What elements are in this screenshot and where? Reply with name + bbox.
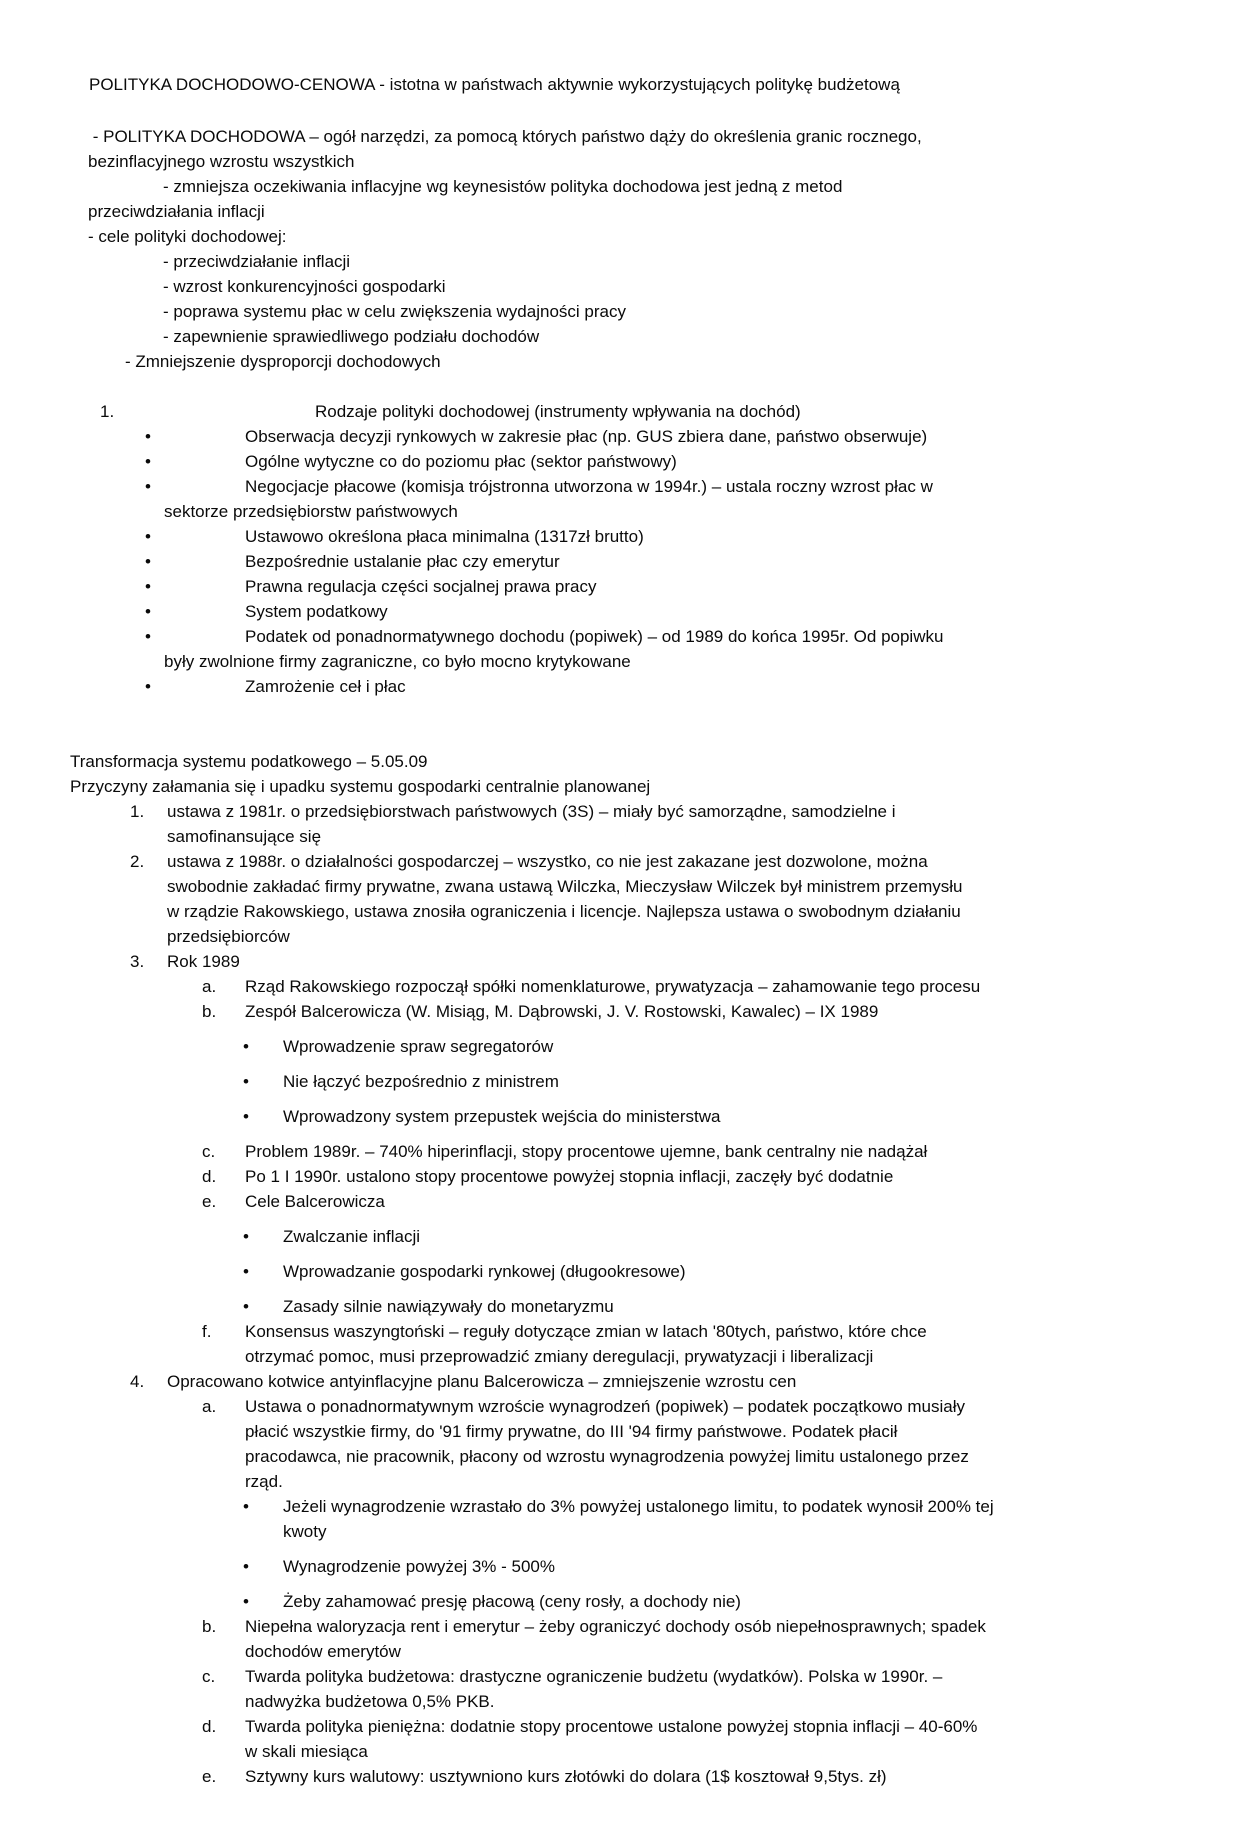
text-line: w skali miesiąca	[245, 1742, 368, 1761]
text-line: przeciwdziałania inflacji	[88, 202, 265, 221]
item-text: Żeby zahamować presję płacową (ceny rosły, a dochody nie)	[283, 1592, 741, 1611]
text-line: sektorze przedsiębiorstw państwowych	[164, 502, 458, 521]
lettered-item	[202, 1764, 1180, 1789]
list-letter: b.	[202, 1617, 217, 1636]
item-text: Twarda polityka pieniężna: dodatnie stopy procentowe ustalone powyżej stopnia inflacji – 40-60%	[245, 1717, 978, 1736]
bullet-item	[243, 1554, 1180, 1579]
text-line: przedsiębiorców	[167, 927, 290, 946]
item-text: Rodzaje polityki dochodowej (instrumenty wpływania na dochód)	[315, 402, 801, 421]
bullet-item	[145, 674, 1180, 699]
item-text: Zwalczanie inflacji	[283, 1227, 420, 1246]
list-letter: f.	[202, 1322, 212, 1341]
dash-list-item: - poprawa systemu płac w celu zwiększenia wydajności pracy	[163, 302, 626, 321]
bullet-icon: •	[145, 677, 151, 696]
bullet-item	[145, 624, 1180, 649]
lettered-item	[202, 1614, 1180, 1639]
bullet-icon: •	[145, 477, 151, 496]
lettered-item	[202, 1714, 1180, 1739]
bullet-icon: •	[243, 1227, 249, 1246]
bullet-icon: •	[145, 427, 151, 446]
item-text: Wprowadzenie spraw segregatorów	[283, 1037, 554, 1056]
list-letter: e.	[202, 1192, 217, 1211]
item-text: Niepełna waloryzacja rent i emerytur – żeby ograniczyć dochody osób niepełnosprawnych; spadek	[245, 1617, 986, 1636]
bullet-item	[145, 424, 1180, 449]
bullet-item	[145, 549, 1180, 574]
text-line: bezinflacyjnego wzrostu wszystkich	[88, 152, 355, 171]
bullet-icon: •	[145, 452, 151, 471]
bullet-icon: •	[243, 1557, 249, 1576]
item-text: Zespół Balcerowicza (W. Misiąg, M. Dąbrowski, J. V. Rostowski, Kawalec) – IX 1989	[245, 1002, 879, 1021]
bullet-item	[243, 1034, 1180, 1059]
list-number: 4.	[130, 1372, 145, 1391]
item-text: Wynagrodzenie powyżej 3% - 500%	[283, 1557, 555, 1576]
item-text: Obserwacja decyzji rynkowych w zakresie płac (np. GUS zbiera dane, państwo obserwuje)	[245, 427, 928, 446]
text-line: rząd.	[245, 1472, 283, 1491]
item-text: Cele Balcerowicza	[245, 1192, 385, 1211]
item-text: Negocjacje płacowe (komisja trójstronna utworzona w 1994r.) – ustala roczny wzrost płac w	[245, 477, 933, 496]
item-text: Rząd Rakowskiego rozpoczął spółki nomenklaturowe, prywatyzacja – zahamowanie tego procesu	[245, 977, 981, 996]
bullet-item	[243, 1294, 1180, 1319]
lettered-item	[202, 1139, 1180, 1164]
bullet-icon: •	[145, 552, 151, 571]
list-number: 1.	[130, 802, 145, 821]
numbered-item	[130, 1369, 1180, 1394]
text-line: pracodawca, nie pracownik, płacony od wzrostu wynagrodzenia powyżej limitu ustalonego przez	[245, 1447, 969, 1466]
lettered-item	[202, 999, 1180, 1024]
lettered-item	[202, 974, 1180, 999]
item-text: Twarda polityka budżetowa: drastyczne ograniczenie budżetu (wydatków). Polska w 1990r. –	[245, 1667, 943, 1686]
item-text: Wprowadzanie gospodarki rynkowej (długookresowe)	[283, 1262, 686, 1281]
bullet-icon: •	[243, 1107, 249, 1126]
list-letter: c.	[202, 1142, 216, 1161]
bullet-item	[243, 1069, 1180, 1094]
bullet-icon: •	[243, 1072, 249, 1091]
item-text: Problem 1989r. – 740% hiperinflacji, stopy procentowe ujemne, bank centralny nie nadążał	[245, 1142, 928, 1161]
text-line: nadwyżka budżetowa 0,5% PKB.	[245, 1692, 495, 1711]
text-line: - POLITYKA DOCHODOWA – ogół narzędzi, za pomocą których państwo dąży do określenia granic rocznego,	[88, 127, 922, 146]
section-heading: Transformacja systemu podatkowego – 5.05.09	[70, 752, 428, 771]
numbered-item	[130, 849, 1180, 874]
bullet-item	[243, 1224, 1180, 1249]
list-letter: d.	[202, 1167, 217, 1186]
bullet-icon: •	[145, 577, 151, 596]
bullet-icon: •	[243, 1262, 249, 1281]
item-text: ustawa z 1988r. o działalności gospodarczej – wszystko, co nie jest zakazane jest dozwolone, można	[167, 852, 928, 871]
item-text: Jeżeli wynagrodzenie wzrastało do 3% powyżej ustalonego limitu, to podatek wynosił 200% tej	[283, 1497, 994, 1516]
item-text: Bezpośrednie ustalanie płac czy emerytur	[245, 552, 560, 571]
bullet-item	[145, 574, 1180, 599]
list-letter: c.	[202, 1667, 216, 1686]
bullet-icon: •	[145, 527, 151, 546]
bullet-icon: •	[243, 1497, 249, 1516]
bullet-item	[243, 1104, 1180, 1129]
lettered-item	[202, 1164, 1180, 1189]
item-text: Nie łączyć bezpośrednio z ministrem	[283, 1072, 559, 1091]
item-text: Ustawowo określona płaca minimalna (1317zł brutto)	[245, 527, 644, 546]
text-line: kwoty	[283, 1522, 327, 1541]
text-line: w rządzie Rakowskiego, ustawa znosiła ograniczenia i licencje. Najlepsza ustawa o swobodnym działaniu	[167, 902, 961, 921]
text-line: - cele polityki dochodowej:	[88, 227, 287, 246]
bullet-item	[243, 1259, 1180, 1284]
list-letter: d.	[202, 1717, 217, 1736]
text-line: były zwolnione firmy zagraniczne, co było mocno krytykowane	[164, 652, 631, 671]
dash-list-item: - Zmniejszenie dysproporcji dochodowych	[125, 352, 441, 371]
item-text: Konsensus waszyngtoński – reguły dotyczące zmian w latach '80tych, państwo, które chce	[245, 1322, 927, 1341]
item-text: System podatkowy	[245, 602, 388, 621]
bullet-item	[145, 599, 1180, 624]
item-text: Ogólne wytyczne co do poziomu płac (sektor państwowy)	[245, 452, 677, 471]
text-line: otrzymać pomoc, musi przeprowadzić zmiany deregulacji, prywatyzacji i liberalizacji	[245, 1347, 874, 1366]
item-text: Rok 1989	[167, 952, 240, 971]
document-title: POLITYKA DOCHODOWO-CENOWA - istotna w państwach aktywnie wykorzystujących politykę budżetową	[89, 75, 900, 94]
lettered-item	[202, 1189, 1180, 1214]
item-text: Sztywny kurs walutowy: usztywniono kurs złotówki do dolara (1$ kosztował 9,5tys. zł)	[245, 1767, 887, 1786]
list-number: 3.	[130, 952, 145, 971]
list-letter: e.	[202, 1767, 217, 1786]
item-text: Podatek od ponadnormatywnego dochodu (popiwek) – od 1989 do końca 1995r. Od popiwku	[245, 627, 944, 646]
numbered-item	[100, 399, 1180, 424]
item-text: ustawa z 1981r. o przedsiębiorstwach państwowych (3S) – miały być samorządne, samodzielne i	[167, 802, 896, 821]
item-text: Zasady silnie nawiązywały do monetaryzmu	[283, 1297, 614, 1316]
text-line: dochodów emerytów	[245, 1642, 401, 1661]
numbered-item	[130, 949, 1180, 974]
dash-list-item: - zapewnienie sprawiedliwego podziału dochodów	[163, 327, 540, 346]
bullet-item	[145, 524, 1180, 549]
lettered-item	[202, 1394, 1180, 1419]
item-text: Po 1 I 1990r. ustalono stopy procentowe powyżej stopnia inflacji, zaczęły być dodatnie	[245, 1167, 894, 1186]
section-heading: Przyczyny załamania się i upadku systemu gospodarki centralnie planowanej	[70, 777, 651, 796]
dash-list-item: - wzrost konkurencyjności gospodarki	[163, 277, 446, 296]
item-text: Opracowano kotwice antyinflacyjne planu Balcerowicza – zmniejszenie wzrostu cen	[167, 1372, 797, 1391]
item-text: Zamrożenie ceł i płac	[245, 677, 406, 696]
item-text: Prawna regulacja części socjalnej prawa pracy	[245, 577, 597, 596]
list-letter: b.	[202, 1002, 217, 1021]
text-line: - zmniejsza oczekiwania inflacyjne wg keynesistów polityka dochodowa jest jedną z metod	[163, 177, 843, 196]
bullet-icon: •	[243, 1592, 249, 1611]
text-line: płacić wszystkie firmy, do '91 firmy prywatne, do III '94 firmy państwowe. Podatek płacił	[245, 1422, 898, 1441]
bullet-item	[243, 1589, 1180, 1614]
lettered-item	[202, 1319, 1180, 1344]
dash-list-item: - przeciwdziałanie inflacji	[163, 252, 351, 271]
text-line: swobodnie zakładać firmy prywatne, zwana ustawą Wilczka, Mieczysław Wilczek był ministrem przemysłu	[167, 877, 963, 896]
bullet-item	[243, 1494, 1180, 1519]
list-letter: a.	[202, 1397, 217, 1416]
bullet-item	[145, 474, 1180, 499]
bullet-icon: •	[145, 602, 151, 621]
bullet-icon: •	[145, 627, 151, 646]
bullet-icon: •	[243, 1297, 249, 1316]
list-number: 2.	[130, 852, 145, 871]
list-letter: a.	[202, 977, 217, 996]
numbered-item	[130, 799, 1180, 824]
item-text: Ustawa o ponadnormatywnym wzroście wynagrodzeń (popiwek) – podatek początkowo musiały	[245, 1397, 966, 1416]
list-number: 1.	[100, 402, 115, 421]
bullet-item	[145, 449, 1180, 474]
lettered-item	[202, 1664, 1180, 1689]
text-line: samofinansujące się	[167, 827, 322, 846]
bullet-icon: •	[243, 1037, 249, 1056]
item-text: Wprowadzony system przepustek wejścia do ministerstwa	[283, 1107, 721, 1126]
